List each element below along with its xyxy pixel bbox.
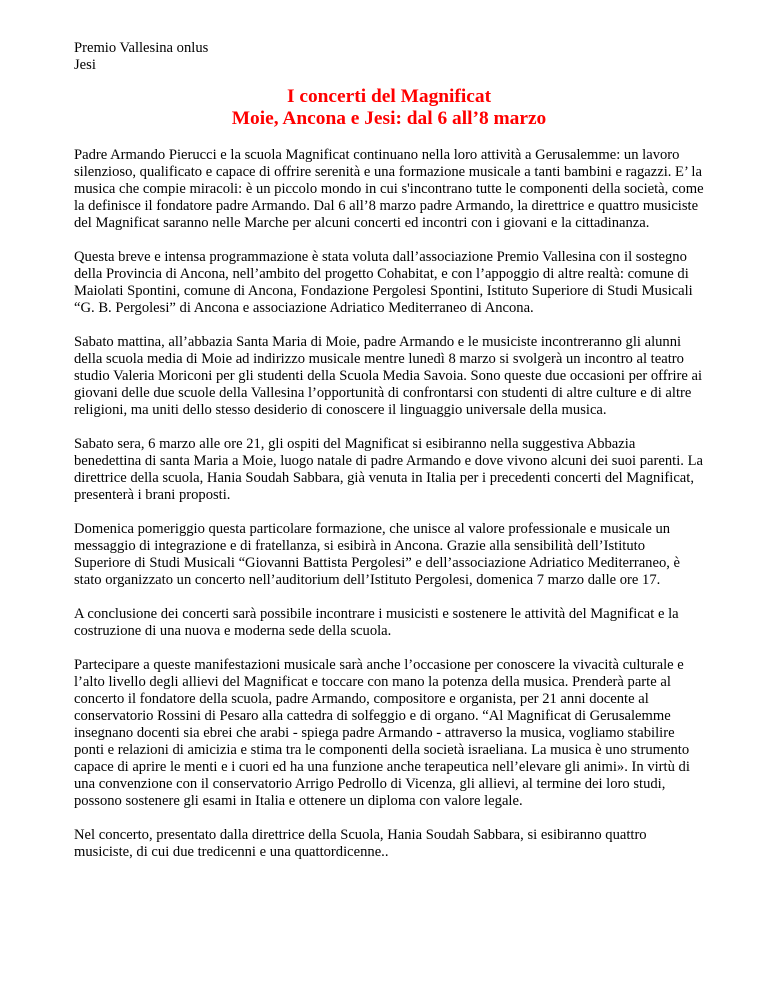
body-paragraph: Nel concerto, presentato dalla direttrice della Scuola, Hania Soudah Sabbara, si esibiranno quattro musiciste, di cui due tredicenni e una quattordicenne..	[74, 827, 647, 860]
body-paragraph: Sabato sera, 6 marzo alle ore 21, gli ospiti del Magnificat si esibiranno nella suggestiva Abbazia benedettina di santa Maria a Moie, luogo natale di padre Armando e dove vivono alcuni dei suoi parenti. La direttrice della scuola, Hania Soudah Sabbara, già venuta in Italia per i precedenti concerti del Magnificat, presenterà i brani proposti.	[74, 436, 703, 503]
document-header	[74, 40, 704, 74]
body-paragraph: Padre Armando Pierucci e la scuola Magnificat continuano nella loro attività a Gerusalemme: un lavoro silenzioso, qualificato e capace di offrire serenità e una formazione musicale a tanti bambini e ragazzi. E’ la musica che compie miracoli: è un piccolo mondo in cui s'incontrano tutte le componenti della società, come la definisce il fondatore padre Armando. Dal 6 all’8 marzo padre Armando, la direttrice e quattro musiciste del Magnificat saranno nelle Marche per alcuni concerti ed incontri con i giovani e la cittadinanza.	[74, 147, 704, 231]
body-paragraph: Partecipare a queste manifestazioni musicale sarà anche l’occasione per conoscere la vivacità culturale e l’alto livello degli allievi del Magnificat e toccare con mano la potenza della musica. Prenderà parte al concerto il fondatore della scuola, padre Armando, compositore e organista, per 21 anni docente al conservatorio Rossini di Pesaro alla cattedra di solfeggio e di organo. “Al Magnificat di Gerusalemme insegnano docenti sia ebrei che arabi - spiega padre Armando - attraverso la musica, vogliamo stabilire ponti e relazioni di amicizia e stima tra le componenti della società israeliana. La musica è uno strumento capace di aprire le menti e i cuori ed ha una funzione anche terapeutica nell’elevare gli animi». In virtù di una convenzione con il conservatorio Arrigo Pedrollo di Vicenza, gli allievi, al termine dei loro studi, possono sostenere gli esami in Italia e ottenere un diploma con valore legale.	[74, 657, 690, 809]
body-paragraph: A conclusione dei concerti sarà possibile incontrare i musicisti e sostenere le attività del Magnificat e la costruzione di una nuova e moderna sede della scuola.	[74, 606, 679, 639]
document-title	[74, 86, 704, 130]
organization-name: Premio Vallesina onlus	[74, 40, 209, 56]
body-paragraph: Questa breve e intensa programmazione è stata voluta dall’associazione Premio Vallesina con il sostegno della Provincia di Ancona, nell’ambito del progetto Cohabitat, e con l’appoggio di altre realtà: comune di Maiolati Spontini, comune di Ancona, Fondazione Pergolesi Spontini, Istituto Superiore di Studi Musicali “G. B. Pergolesi” di Ancona e associazione Adriatico Mediterraneo di Ancona.	[74, 249, 693, 316]
title-line-2: Moie, Ancona e Jesi: dal 6 all’8 marzo	[231, 108, 547, 129]
body-paragraph: Domenica pomeriggio questa particolare formazione, che unisce al valore professionale e musicale un messaggio di integrazione e di fratellanza, si esibirà in Ancona. Grazie alla sensibilità dell’Istituto Superiore di Studi Musicali “Giovanni Battista Pergolesi” e dell’associazione Adriatico Mediterraneo, è stato organizzato un concerto nell’auditorium dell’Istituto Pergolesi, domenica 7 marzo dalle ore 17.	[74, 521, 681, 588]
organization-city: Jesi	[74, 57, 96, 73]
title-line-1: I concerti del Magnificat	[286, 86, 492, 107]
document-page	[74, 40, 704, 878]
body-paragraph: Sabato mattina, all’abbazia Santa Maria di Moie, padre Armando e le musiciste incontreranno gli alunni della scuola media di Moie ad indirizzo musicale mentre lunedì 8 marzo si svolgerà un incontro al teatro studio Valeria Moriconi per gli studenti della Scuola Media Savoia. Sono queste due occasioni per offrire ai giovani delle due scuole della Vallesina l’opportunità di confrontarsi con studenti di altre culture e di altre religioni, ma uniti dello stesso desiderio di conoscere il linguaggio universale della musica.	[74, 334, 703, 418]
document-body	[74, 147, 704, 861]
